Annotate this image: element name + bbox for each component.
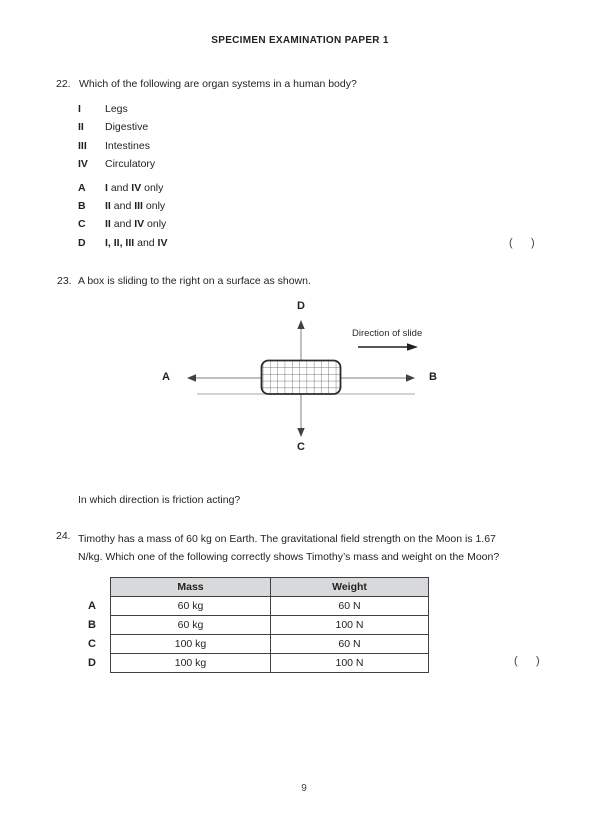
option-text-segment: II [105, 200, 111, 213]
q22-statement-list [78, 100, 155, 173]
question-23-followup: In which direction is friction acting? [78, 494, 241, 506]
question-23-number: 23. [57, 275, 72, 287]
diagram-label-b: B [429, 371, 437, 383]
option-letter: A [78, 182, 86, 194]
statement-row [78, 137, 155, 155]
left-arrowhead [187, 374, 196, 381]
q22-answer-bracket: ( ) [509, 237, 535, 249]
weight-cell: 100 N [271, 654, 429, 673]
diagram-label-d: D [297, 300, 305, 312]
down-arrowhead [297, 428, 304, 437]
question-24-line-1: Timothy has a mass of 60 kg on Earth. The gravitational field strength on the Moon is 1.67 [78, 533, 496, 545]
statement-numeral: I [78, 103, 81, 115]
statement-numeral: II [78, 121, 84, 134]
table-row-letter: C [88, 638, 96, 650]
table-header-row [111, 578, 429, 597]
q24-answer-bracket: ( ) [514, 655, 540, 667]
statement-row [78, 100, 155, 118]
question-22-text: Which of the following are organ systems in a human body? [79, 78, 357, 90]
option-row [78, 215, 167, 233]
statement-row [78, 118, 155, 136]
weight-cell: 60 N [271, 635, 429, 654]
option-text-segment: IV [131, 182, 142, 194]
weight-column-header: Weight [271, 578, 429, 597]
statement-numeral: IV [78, 157, 88, 170]
option-text-segment: and [110, 218, 135, 231]
question-23-text: A box is sliding to the right on a surface as shown. [78, 275, 311, 287]
table-row-letter: B [88, 619, 96, 631]
page-number: 9 [301, 783, 307, 794]
mass-weight-table [110, 577, 429, 673]
hatched-box [262, 361, 341, 395]
table-row-letters [88, 597, 96, 673]
question-24-number: 24. [56, 530, 71, 542]
question-22-number: 22. [56, 78, 71, 90]
option-text-segment: only [141, 182, 164, 194]
option-text-segment: II [105, 218, 111, 231]
option-text-segment: IV [157, 236, 168, 249]
option-letter: B [78, 200, 86, 213]
mass-cell: 100 kg [111, 635, 271, 654]
right-arrowhead [406, 374, 415, 381]
table-row [111, 597, 429, 616]
option-letter: C [78, 218, 86, 231]
page-header: SPECIMEN EXAMINATION PAPER 1 [211, 35, 389, 46]
question-24-text [78, 530, 528, 567]
up-arrowhead [297, 320, 304, 329]
option-text-segment: and [107, 182, 132, 194]
weight-cell: 60 N [271, 597, 429, 616]
table-body [111, 597, 429, 673]
diagram-label-a: A [162, 371, 170, 383]
statement-text: Intestines [105, 139, 150, 152]
diagram-label-c: C [297, 441, 305, 453]
option-row [78, 179, 167, 197]
table-row [111, 616, 429, 635]
statement-text: Circulatory [105, 157, 156, 170]
mass-cell: 100 kg [111, 654, 271, 673]
slide-direction-arrowhead [407, 343, 418, 351]
option-letter: D [78, 236, 86, 249]
statement-numeral: III [78, 139, 87, 152]
table-row-letter: A [88, 600, 96, 612]
table-row [111, 654, 429, 673]
q22-option-list [78, 179, 167, 252]
statement-text: Digestive [105, 121, 149, 134]
mass-cell: 60 kg [111, 616, 271, 635]
statement-text: Legs [105, 103, 128, 115]
table-row-letter: D [88, 657, 96, 669]
option-text-segment: III [134, 200, 143, 213]
option-text-segment: and [134, 236, 158, 249]
option-row [78, 197, 167, 215]
option-text-segment: I, II, III [105, 236, 135, 249]
question-22 [56, 78, 536, 90]
question-23 [57, 275, 537, 287]
question-24-number-wrap [56, 530, 71, 542]
mass-cell: 60 kg [111, 597, 271, 616]
option-text-segment: IV [134, 218, 145, 231]
statement-row [78, 155, 155, 173]
weight-cell: 100 N [271, 616, 429, 635]
table-row [111, 635, 429, 654]
option-text-segment: I [105, 182, 108, 194]
mass-column-header: Mass [111, 578, 271, 597]
option-text-segment: only [142, 200, 166, 213]
question-24-line-2: N/kg. Which one of the following correctly shows Timothy’s mass and weight on the Moon? [78, 551, 500, 564]
option-row [78, 234, 167, 252]
direction-of-slide-label: Direction of slide [352, 328, 423, 339]
option-text-segment: only [144, 218, 167, 231]
option-text-segment: and [110, 200, 135, 213]
